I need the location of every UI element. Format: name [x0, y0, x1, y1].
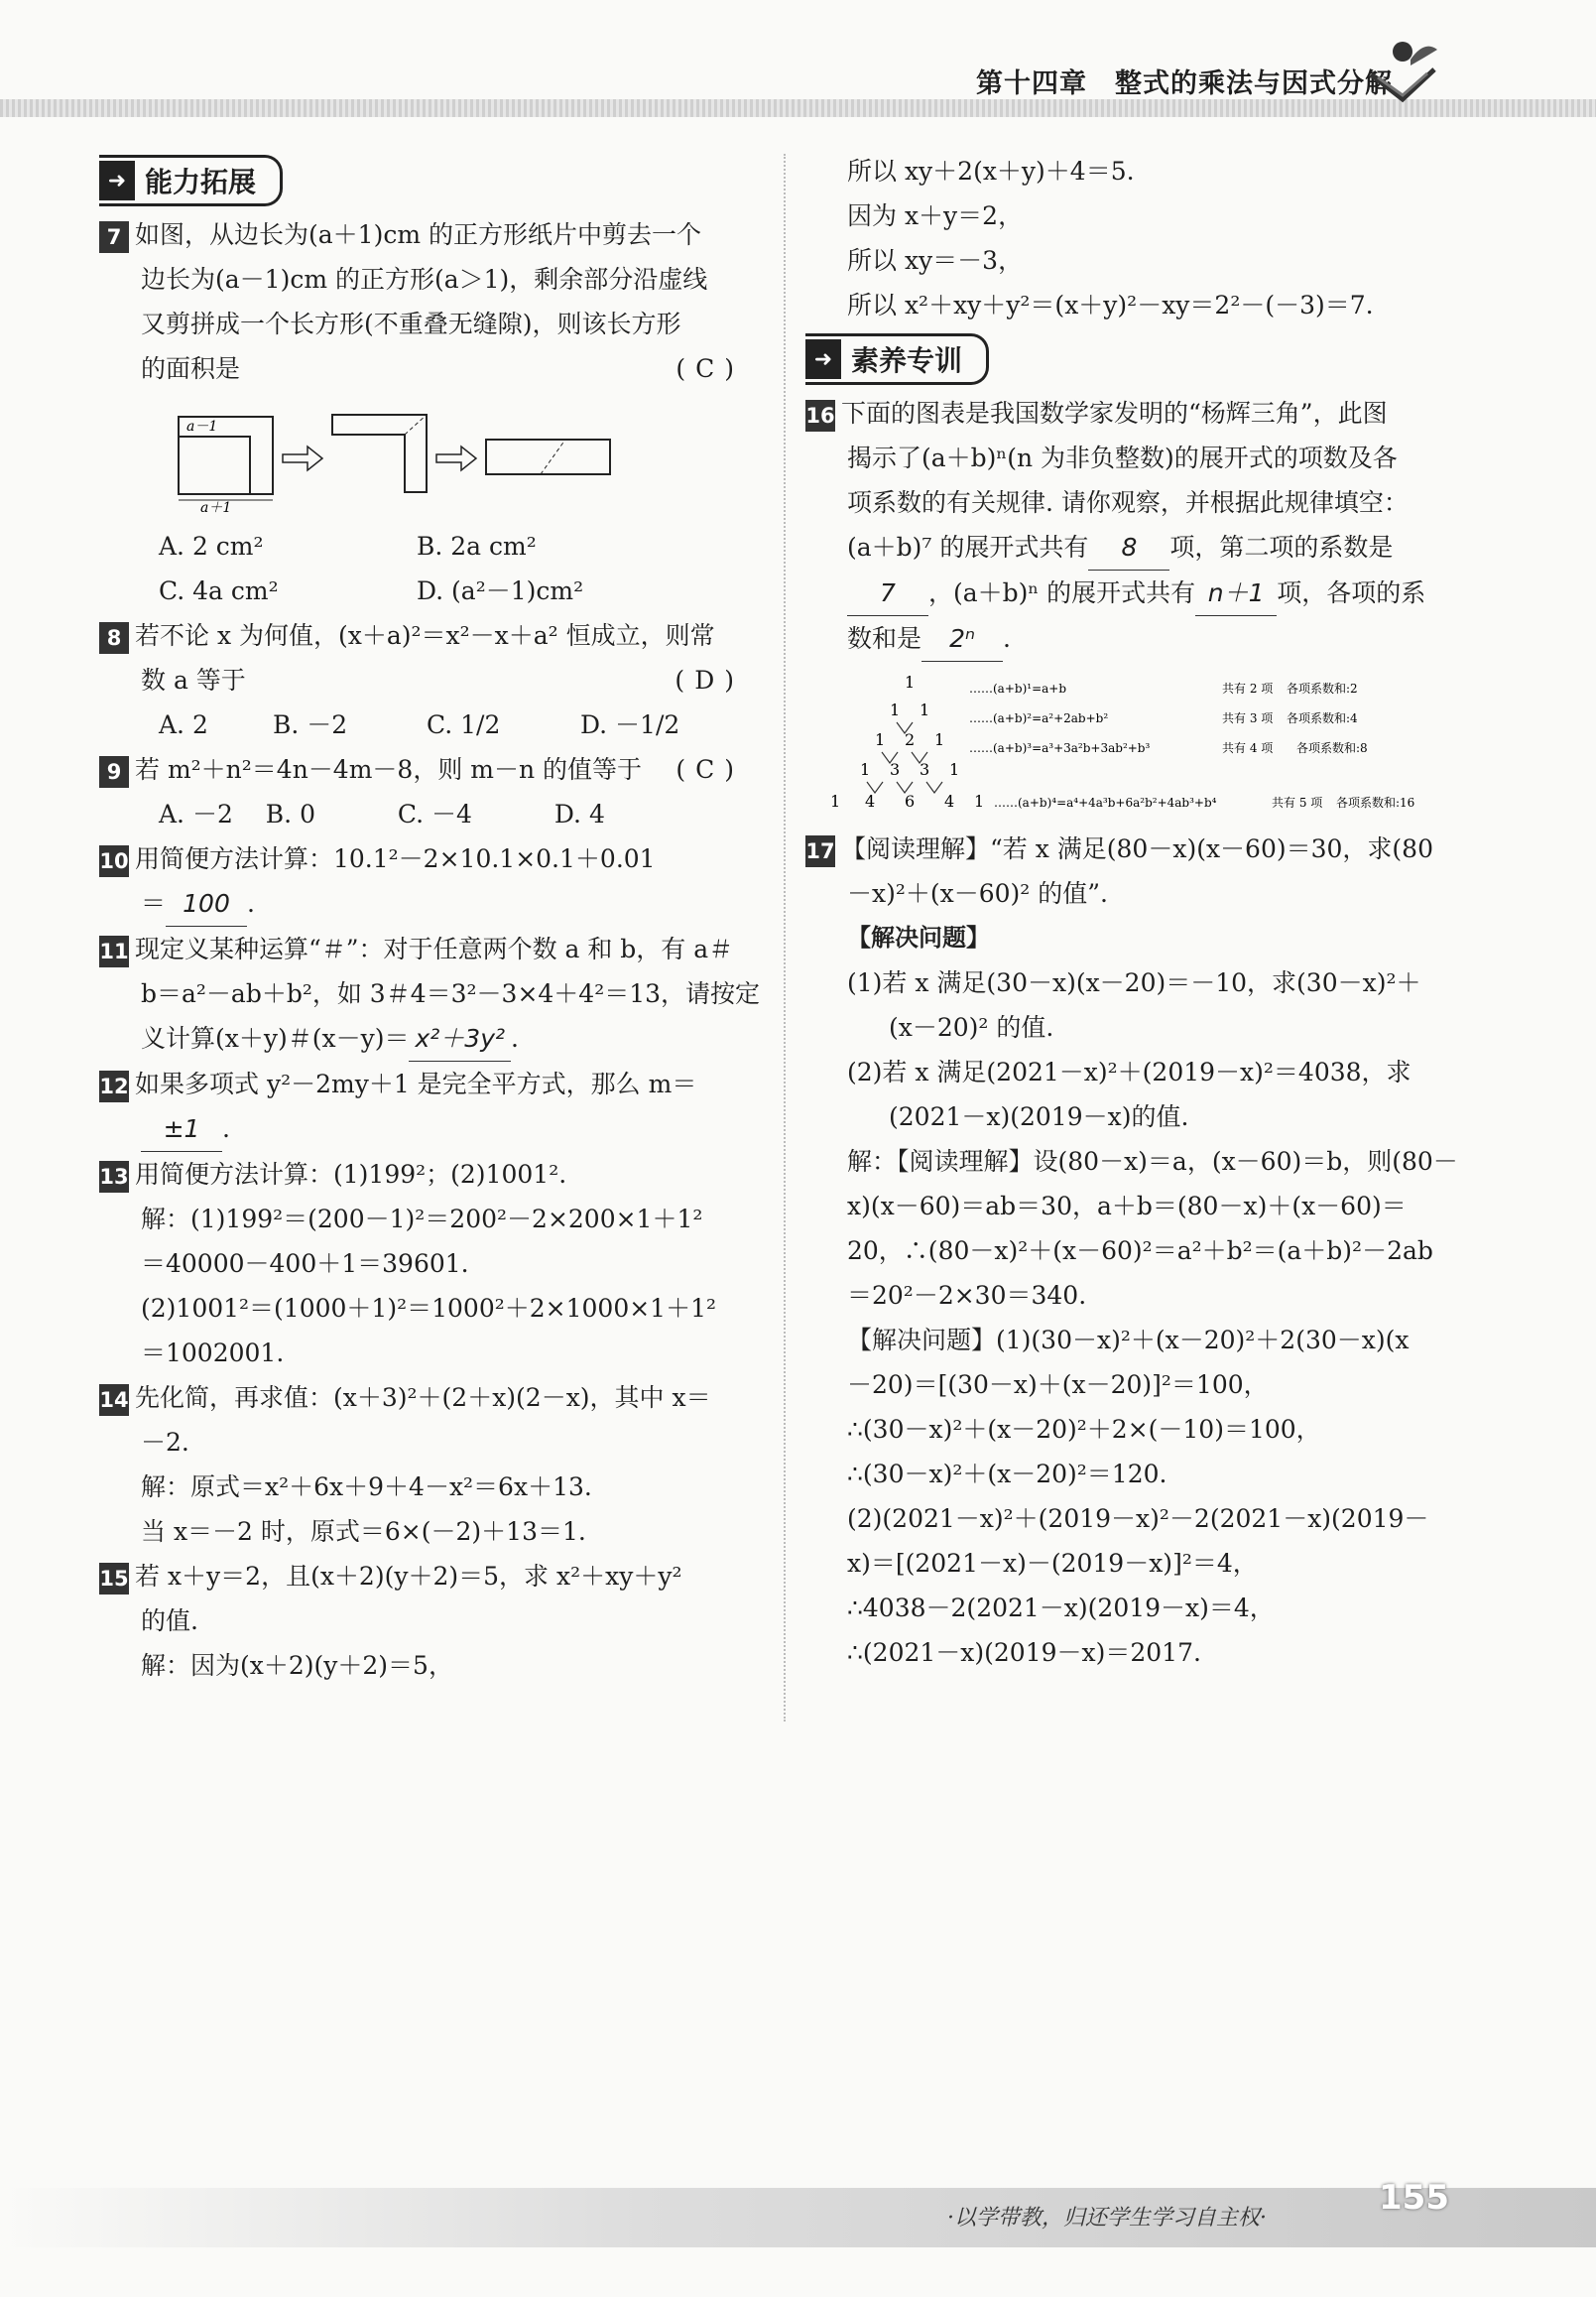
svg-text:4: 4 [944, 792, 955, 811]
question-17 [805, 827, 1470, 1675]
row-expr: ……(a+b)⁴=a⁴+4a³b+6a²b²+4ab³+b⁴ [994, 796, 1217, 810]
q17-text: －x)²＋(x－60)² 的值”. [847, 879, 1108, 908]
option-b: B. 2a cm² [417, 532, 537, 561]
q14-text: －2. [141, 1428, 189, 1457]
q11-text: 义计算(x＋y)＃(x－y)＝ [141, 1024, 410, 1053]
q17-solution: 【解决问题】(1)(30－x)²＋(x－20)²＋2(30－x)(x [847, 1326, 1410, 1354]
q17-solution: 解：【阅读理解】设(80－x)＝a，(x－60)＝b，则(80－ [847, 1147, 1458, 1176]
row-count: 共有 2 项 [1222, 682, 1274, 696]
q15-solution: 所以 xy＋2(x＋y)＋4＝5. [847, 157, 1135, 186]
row-expr: ……(a+b)³=a³+3a²b+3ab²+b³ [969, 741, 1151, 755]
question-number: 9 [99, 756, 129, 788]
option-b: B. －2 [273, 710, 348, 739]
q7-text: 又剪拼成一个长方形(不重叠无缝隙)，则该长方形 [141, 310, 681, 338]
q17-solution: ∴4038－2(2021－x)(2019－x)＝4， [847, 1594, 1275, 1622]
arrow-icon: ➜ [99, 161, 135, 200]
q7-options-row [99, 524, 754, 569]
option-c: C. 4a cm² [159, 576, 279, 605]
q16-text: 下面的图表是我国数学家发明的“杨辉三角”，此图 [841, 399, 1388, 428]
equals-sign: ＝ [141, 889, 167, 918]
question-16: 16 下面的图表是我国数学家发明的“杨辉三角”，此图 揭示了(a＋b)ⁿ(n 为非负整数)的展开式的项数及各 项系数的有关规律. 请你观察，并根据此规律填空： (a＋b)⁷ 的展开式共有 8 项，第二项的系数是 7 ，(a＋b)ⁿ 的展开式共有 n＋1 项，各项的系 数和是 2ⁿ . 1 1 1 1 2 1 1 3 3 1 1 4 6 4 1 ……(a+b)¹=a+b 共有 2 项 各项系数和:2 ……(a+b)²=a²+2ab+b² 共有 3 项 各项系数和:4 ……(a+b)³=a³+3a²b+3ab²+b³ 共有 4 项 各项系数和:8 ……(a+b)⁴=a⁴+4a³b+6a²b²+4ab³+b⁴ 共有 5 项 各项系数和:16 [805, 391, 1470, 827]
q17-solution: ＝20²－2×30＝340. [847, 1281, 1087, 1310]
q13-solution: ＝40000－400＋1＝39601. [141, 1249, 469, 1278]
svg-text:1: 1 [974, 792, 985, 811]
section-header-ability [99, 155, 283, 206]
figure-label: a＋1 [200, 500, 232, 514]
q17-solution: ∴(30－x)²＋(x－20)²＝120. [847, 1460, 1167, 1488]
row-count: 共有 5 项 [1272, 796, 1323, 810]
q16-text: 揭示了(a＋b)ⁿ(n 为非负整数)的展开式的项数及各 [847, 444, 1398, 472]
blank-answer: 8 [1088, 525, 1169, 571]
option-c: C. 1/2 [427, 710, 501, 739]
q17-part: (2)若 x 满足(2021－x)²＋(2019－x)²＝4038，求 [847, 1058, 1412, 1086]
question-12: 12 如果多项式 y²－2my＋1 是完全平方式，那么 m＝ ±1 . [99, 1062, 754, 1152]
row-expr: ……(a+b)²=a²+2ab+b² [969, 711, 1109, 725]
q14-solution: 当 x＝－2 时，原式＝6×(－2)＋13＝1. [141, 1517, 586, 1546]
section-header-literacy [805, 333, 989, 385]
question-11: 11 现定义某种运算“＃”：对于任意两个数 a 和 b，有 a＃ b＝a²－ab＋b²，如 3＃4＝3²－3×4＋4²＝13，请按定 义计算(x＋y)＃(x－y)＝ x²＋3y² . [99, 927, 754, 1062]
blank-answer: n＋1 [1195, 571, 1277, 616]
blank-answer: ±1 [141, 1106, 222, 1152]
q17-solution: ∴(30－x)²＋(x－20)²＋2×(－10)＝100， [847, 1415, 1321, 1444]
answer: C [695, 354, 725, 383]
answer-choice: (C) [675, 755, 744, 784]
q11-text: b＝a²－ab＋b²，如 3＃4＝3²－3×4＋4²＝13，请按定 [141, 979, 761, 1008]
q15-solution: 所以 xy＝－3， [847, 246, 1024, 275]
svg-text:1: 1 [920, 701, 930, 719]
q8-text: 数 a 等于 [141, 666, 246, 695]
arrow-icon: ➜ [805, 339, 841, 379]
svg-text:4: 4 [865, 792, 876, 811]
column-divider [784, 154, 786, 1722]
question-number: 8 [99, 622, 129, 654]
section-title: 素养专训 [851, 344, 963, 377]
q11-text: 现定义某种运算“＃”：对于任意两个数 a 和 b，有 a＃ [135, 935, 734, 963]
question-number: 12 [99, 1071, 129, 1102]
row-sum: 各项系数和:8 [1296, 741, 1368, 755]
blank-answer: 7 [847, 571, 928, 616]
q13-solution: 解：(1)199²＝(200－1)²＝200²－2×200×1＋1² [141, 1205, 703, 1233]
yanghui-triangle-figure [805, 668, 1470, 817]
svg-text:1: 1 [905, 673, 916, 692]
q16-text: ，(a＋b)ⁿ 的展开式共有 [928, 578, 1196, 607]
q7-options-row [99, 569, 754, 613]
q13-solution: (2)1001²＝(1000＋1)²＝1000²＋2×1000×1＋1² [141, 1294, 717, 1323]
question-15 [99, 1554, 754, 1688]
question-number: 15 [99, 1563, 129, 1595]
left-column [99, 149, 761, 1688]
q17-solution: 20，∴(80－x)²＋(x－60)²＝a²＋b²＝(a＋b)²－2ab [847, 1236, 1433, 1265]
section-title: 能力拓展 [145, 166, 257, 198]
svg-text:1: 1 [934, 730, 945, 749]
q17-text: 【阅读理解】“若 x 满足(80－x)(x－60)＝30，求(80 [841, 834, 1433, 863]
question-number: 16 [805, 400, 835, 432]
q13-solution: ＝1002001. [141, 1339, 285, 1367]
q14-solution: 解：原式＝x²＋6x＋9＋4－x²＝6x＋13. [141, 1472, 592, 1501]
q7-text: 的面积是 [141, 354, 241, 383]
q15-solution: 因为 x＋y＝2， [847, 201, 1024, 230]
option-a: A. 2 cm² [159, 532, 264, 561]
question-13 [99, 1152, 754, 1375]
row-sum: 各项系数和:2 [1287, 682, 1358, 696]
svg-text:3: 3 [920, 760, 930, 779]
row-count: 共有 4 项 [1222, 741, 1274, 755]
svg-text:1: 1 [860, 760, 871, 779]
header-band [0, 99, 1596, 117]
q17-solution: ∴(2021－x)(2019－x)＝2017. [847, 1638, 1201, 1667]
q17-solution: x)＝[(2021－x)－(2019－x)]²＝4， [847, 1549, 1258, 1578]
svg-text:1: 1 [875, 730, 886, 749]
q9-options: A. －2 B. 0 C. －4 D. 4 [159, 800, 605, 829]
question-8 [99, 613, 754, 747]
answer: C [695, 755, 725, 784]
book-logo-icon [1363, 30, 1442, 109]
svg-text:3: 3 [890, 760, 901, 779]
footer-slogan: ·以学带教，归还学生学习自主权· [947, 2206, 1267, 2231]
svg-text:2: 2 [905, 730, 916, 749]
q17-part: (x－20)² 的值. [889, 1013, 1054, 1042]
row-expr: ……(a+b)¹=a+b [969, 682, 1067, 696]
q10-text: 用简便方法计算：10.1²－2×10.1×0.1＋0.01 [135, 844, 656, 873]
answer: D [694, 666, 725, 695]
q7-text: 如图，从边长为(a＋1)cm 的正方形纸片中剪去一个 [135, 220, 701, 249]
question-10: 10 用简便方法计算：10.1²－2×10.1×0.1＋0.01 ＝ 100 . [99, 836, 754, 927]
q15-text: 若 x＋y＝2，且(x＋2)(y＋2)＝5，求 x²＋xy＋y² [135, 1562, 682, 1591]
q15-solution: 所以 x²＋xy＋y²＝(x＋y)²－xy＝2²－(－3)＝7. [847, 291, 1374, 319]
page-number: 155 [1379, 2178, 1449, 2218]
blank-answer: 2ⁿ [921, 616, 1003, 662]
row-sum: 各项系数和:16 [1336, 796, 1415, 810]
blank-answer: 100 [166, 881, 247, 927]
q15-continuation [805, 149, 1470, 327]
q16-text: (a＋b)⁷ 的展开式共有 [847, 533, 1089, 562]
q16-text: 项，各项的系 [1277, 578, 1426, 607]
question-number: 11 [99, 936, 129, 967]
row-sum: 各项系数和:4 [1287, 711, 1358, 725]
question-number: 17 [805, 835, 835, 867]
right-column [805, 149, 1470, 1675]
question-14 [99, 1375, 754, 1554]
option-a: A. 2 [159, 710, 208, 739]
q17-part: (2021－x)(2019－x)的值. [889, 1102, 1189, 1131]
q7-text: 边长为(a－1)cm 的正方形(a＞1)，剩余部分沿虚线 [141, 265, 708, 294]
q17-part: (1)若 x 满足(30－x)(x－20)＝－10，求(30－x)²＋ [847, 968, 1421, 997]
q16-text: 数和是 [847, 624, 922, 653]
row-count: 共有 3 项 [1222, 711, 1274, 725]
question-number: 14 [99, 1384, 129, 1416]
svg-text:1: 1 [830, 792, 841, 811]
answer-choice: (D) [675, 666, 744, 695]
q15-text: 的值. [141, 1606, 198, 1635]
svg-text:1: 1 [890, 701, 901, 719]
q8-text: 若不论 x 为何值，(x＋a)²＝x²－x＋a² 恒成立，则常 [135, 621, 715, 650]
chapter-title: 第十四章 整式的乘法与因式分解 [976, 68, 1393, 99]
q17-solution: (2)(2021－x)²＋(2019－x)²－2(2021－x)(2019－ [847, 1504, 1429, 1533]
q17-solution: －20)＝[(30－x)＋(x－20)]²＝100， [847, 1370, 1269, 1399]
figure-label: a－1 [186, 419, 218, 435]
blank-answer: x²＋3y² [409, 1016, 511, 1062]
question-number: 13 [99, 1161, 129, 1193]
question-number: 7 [99, 221, 129, 253]
question-number: 10 [99, 845, 129, 877]
q17-subhead: 【解决问题】 [847, 924, 990, 952]
svg-text:1: 1 [949, 760, 960, 779]
option-d: D. (a²－1)cm² [417, 576, 584, 605]
q8-options-row [99, 702, 754, 747]
answer-choice: (C) [675, 354, 744, 383]
q9-text: 若 m²＋n²＝4n－4m－8，则 m－n 的值等于 [135, 755, 643, 784]
q13-text: 用简便方法计算：(1)199²；(2)1001². [135, 1160, 567, 1189]
square-cut-figure [139, 395, 615, 514]
svg-text:6: 6 [905, 792, 916, 811]
footer-band [0, 2188, 1596, 2247]
q14-text: 先化简，再求值：(x＋3)²＋(2＋x)(2－x)，其中 x＝ [135, 1383, 711, 1412]
q12-text: 如果多项式 y²－2my＋1 是完全平方式，那么 m＝ [135, 1070, 697, 1098]
q16-text: 项，第二项的系数是 [1169, 533, 1394, 562]
question-9 [99, 747, 754, 836]
q16-text: 项系数的有关规律. 请你观察，并根据此规律填空： [847, 488, 1409, 517]
q17-solution: x)(x－60)＝ab＝30，a＋b＝(80－x)＋(x－60)＝ [847, 1192, 1407, 1220]
q15-solution: 解：因为(x＋2)(y＋2)＝5， [141, 1651, 453, 1680]
option-d: D. －1/2 [580, 710, 680, 739]
question-7 [99, 212, 754, 613]
